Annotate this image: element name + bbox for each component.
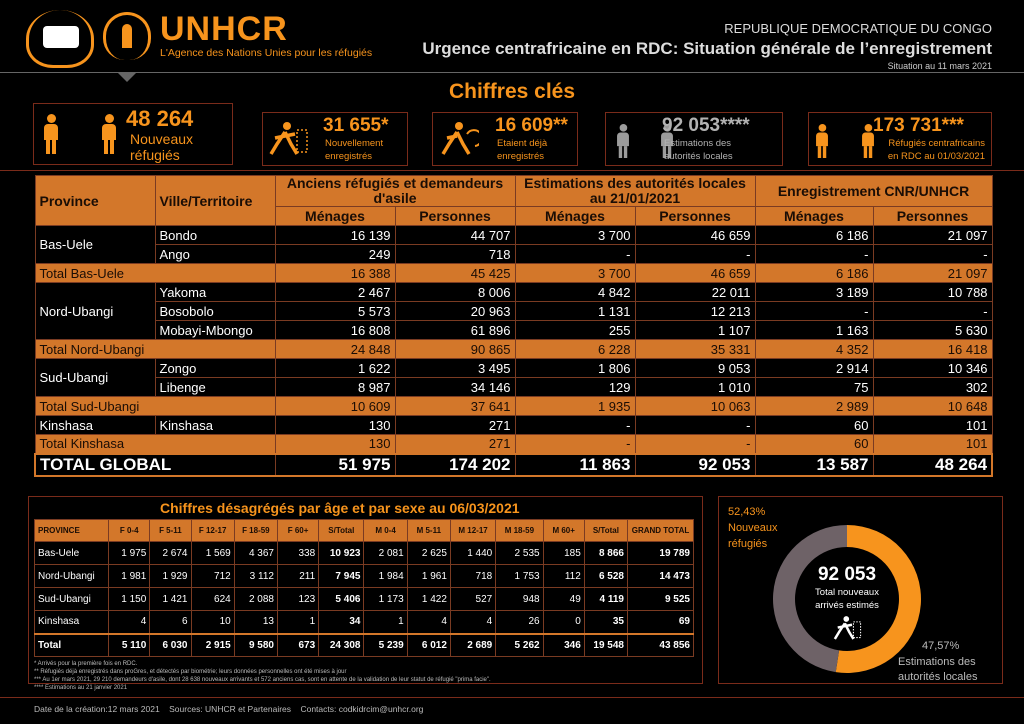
col-header: M 60+ (543, 520, 584, 542)
value-cell: 338 (277, 542, 318, 565)
kpi-car-refugees (808, 112, 992, 166)
total-label: Total (35, 634, 109, 657)
total-row (35, 634, 694, 657)
value-cell: 6 030 (150, 634, 191, 657)
value-cell: 211 (277, 565, 318, 588)
org-tagline: L'Agence des Nations Unies pour les réfugiés (160, 47, 373, 59)
value-cell: 35 331 (635, 340, 755, 359)
table-row (35, 378, 992, 397)
running-person-icon (832, 614, 862, 644)
value-cell: 185 (543, 542, 584, 565)
value-cell: 718 (450, 565, 495, 588)
value-cell: 69 (628, 611, 694, 634)
col-menages: Ménages (755, 207, 873, 226)
value-cell: 112 (543, 565, 584, 588)
kpi-local-estimates (605, 112, 783, 166)
value-cell: 45 425 (395, 264, 515, 283)
value-cell: 1 975 (109, 542, 150, 565)
province-cell: Kinshasa (35, 611, 109, 634)
col-header: M 18-59 (496, 520, 543, 542)
header-divider (0, 72, 1024, 73)
col-menages: Ménages (515, 207, 635, 226)
value-cell: 1 981 (109, 565, 150, 588)
value-cell: 11 863 (515, 454, 635, 476)
col-ville: Ville/Territoire (155, 176, 275, 226)
col-header: PROVINCE (35, 520, 109, 542)
kpi-value: 173 731*** (873, 115, 964, 136)
value-cell: 3 700 (515, 226, 635, 245)
value-cell: 37 641 (395, 397, 515, 416)
value-cell: 22 011 (635, 283, 755, 302)
value-cell: 130 (275, 435, 395, 454)
kpi-label: enregistrés (497, 151, 544, 162)
value-cell: 271 (395, 416, 515, 435)
value-cell: 21 097 (873, 264, 992, 283)
value-cell: 8 987 (275, 378, 395, 397)
value-cell: - (635, 435, 755, 454)
value-cell: 1 107 (635, 321, 755, 340)
col-header: M 12-17 (450, 520, 495, 542)
value-cell: 48 264 (873, 454, 992, 476)
kpi-label: enregistrés (325, 151, 372, 162)
value-cell: 4 119 (584, 588, 627, 611)
value-cell: 10 346 (873, 359, 992, 378)
situation-date: Situation au 11 mars 2021 (887, 61, 992, 71)
value-cell: 43 856 (628, 634, 694, 657)
value-cell: 527 (450, 588, 495, 611)
donut-label-1: réfugiés (728, 538, 768, 550)
value-cell: 21 097 (873, 226, 992, 245)
donut-pct-1: 52,43% (728, 506, 766, 518)
value-cell: 24 848 (275, 340, 395, 359)
value-cell: 34 146 (395, 378, 515, 397)
sub-table-title: Chiffres désagrégés par âge et par sexe au 06/03/2021 (160, 500, 520, 516)
value-cell: - (755, 302, 873, 321)
table-row (35, 321, 992, 340)
value-cell: 101 (873, 435, 992, 454)
col-province: Province (35, 176, 155, 226)
value-cell: 44 707 (395, 226, 515, 245)
donut-label-1: Nouveaux (728, 522, 778, 534)
province-cell: Bas-Uele (35, 226, 155, 264)
col-header: F 60+ (277, 520, 318, 542)
col-group-enregistrement: Enregistrement CNR/UNHCR (755, 176, 992, 207)
footnote: * Arrivés pour la première fois en RDC. (34, 661, 138, 667)
kpi-value: 16 609** (495, 115, 568, 136)
value-cell: 19 548 (584, 634, 627, 657)
value-cell: 12 213 (635, 302, 755, 321)
value-cell: 60 (755, 435, 873, 454)
table-row (35, 359, 992, 378)
page-title: Urgence centrafricaine en RDC: Situation générale de l’enregistrement (422, 39, 992, 58)
donut-label-2: Estimations des (898, 656, 976, 668)
value-cell: 10 609 (275, 397, 395, 416)
province-cell: Kinshasa (35, 416, 155, 435)
kpi-label: Etaient déjà (497, 138, 548, 149)
total-row (35, 397, 992, 416)
ville-cell: Kinshasa (155, 416, 275, 435)
value-cell: 718 (395, 245, 515, 264)
value-cell: 1 961 (407, 565, 450, 588)
value-cell: 10 063 (635, 397, 755, 416)
registration-table (34, 175, 993, 477)
man-icon (100, 114, 118, 154)
org-name: UNHCR (160, 10, 288, 48)
value-cell: 5 573 (275, 302, 395, 321)
province-cell: Nord-Ubangi (35, 283, 155, 340)
col-personnes: Personnes (395, 207, 515, 226)
ville-cell: Mobayi-Mbongo (155, 321, 275, 340)
total-label: Total Bas-Uele (35, 264, 275, 283)
kpi-already-registered (432, 112, 578, 166)
value-cell: 10 788 (873, 283, 992, 302)
value-cell: 624 (191, 588, 234, 611)
value-cell: 46 659 (635, 264, 755, 283)
value-cell: 2 915 (191, 634, 234, 657)
value-cell: 5 110 (109, 634, 150, 657)
table-row (35, 611, 694, 634)
value-cell: 1 984 (364, 565, 407, 588)
value-cell: 673 (277, 634, 318, 657)
value-cell: 5 239 (364, 634, 407, 657)
value-cell: 8 006 (395, 283, 515, 302)
value-cell: 9 053 (635, 359, 755, 378)
col-header: M 5-11 (407, 520, 450, 542)
kpi-label: en RDC au 01/03/2021 (887, 151, 985, 162)
value-cell: 712 (191, 565, 234, 588)
value-cell: - (873, 245, 992, 264)
value-cell: 19 789 (628, 542, 694, 565)
key-figures-title: Chiffres clés (448, 80, 576, 103)
grand-total-label: TOTAL GLOBAL (35, 454, 275, 476)
ville-cell: Libenge (155, 378, 275, 397)
value-cell: 0 (543, 611, 584, 634)
value-cell: 2 625 (407, 542, 450, 565)
footnote: *** Au 1er mars 2021, 29 210 demandeurs d'asile, dont 28 638 nouveaux arrivants et 572 anciens cas, sont en attente de la validation de leur statut de réfugié "prima facie". (34, 677, 491, 683)
value-cell: 10 (191, 611, 234, 634)
ville-cell: Yakoma (155, 283, 275, 302)
value-cell: 75 (755, 378, 873, 397)
col-personnes: Personnes (873, 207, 992, 226)
value-cell: 13 (234, 611, 277, 634)
value-cell: 101 (873, 416, 992, 435)
footnotes (34, 660, 694, 692)
value-cell: 1 806 (515, 359, 635, 378)
value-cell: 2 989 (755, 397, 873, 416)
value-cell: 4 (109, 611, 150, 634)
ville-cell: Zongo (155, 359, 275, 378)
value-cell: 90 865 (395, 340, 515, 359)
value-cell: 61 896 (395, 321, 515, 340)
kpi-value: 48 264 (126, 106, 194, 131)
value-cell: 4 352 (755, 340, 873, 359)
total-row (35, 340, 992, 359)
value-cell: 24 308 (319, 634, 364, 657)
donut-label-2: autorités locales (898, 671, 978, 683)
footnote: ** Réfugiés déjà enregistrés dans proGres, et détectés par biométrie; leurs données personnelles ont été mises à jour (34, 669, 347, 675)
woman-icon (42, 114, 60, 154)
footnote: **** Estimations au 21 janvier 2021 (34, 685, 128, 691)
col-personnes: Personnes (635, 207, 755, 226)
col-header: F 0-4 (109, 520, 150, 542)
total-label: Total Kinshasa (35, 435, 275, 454)
col-header: S/Total (319, 520, 364, 542)
section-divider (0, 170, 1024, 171)
col-header: F 18-59 (234, 520, 277, 542)
value-cell: 6 228 (515, 340, 635, 359)
value-cell: 2 467 (275, 283, 395, 302)
table-row (35, 416, 992, 435)
value-cell: 1 173 (364, 588, 407, 611)
value-cell: 4 842 (515, 283, 635, 302)
value-cell: 9 580 (234, 634, 277, 657)
value-cell: 346 (543, 634, 584, 657)
value-cell: 35 (584, 611, 627, 634)
ville-cell: Bondo (155, 226, 275, 245)
un-map-icon (43, 26, 79, 48)
table-row (35, 245, 992, 264)
value-cell: 1 569 (191, 542, 234, 565)
value-cell: 1 150 (109, 588, 150, 611)
value-cell: 8 866 (584, 542, 627, 565)
grand-total-row (35, 454, 992, 476)
running-person-icon (267, 120, 309, 160)
value-cell: 4 (407, 611, 450, 634)
kpi-new-refugees (33, 103, 233, 165)
value-cell: 7 945 (319, 565, 364, 588)
value-cell: 249 (275, 245, 395, 264)
value-cell: 5 406 (319, 588, 364, 611)
value-cell: 4 367 (234, 542, 277, 565)
value-cell: - (515, 416, 635, 435)
age-sex-table (34, 519, 694, 657)
value-cell: 16 808 (275, 321, 395, 340)
value-cell: 3 700 (515, 264, 635, 283)
table-row (35, 542, 694, 565)
value-cell: 6 012 (407, 634, 450, 657)
donut-center-label: Total nouveaux (815, 587, 879, 598)
value-cell: 16 139 (275, 226, 395, 245)
value-cell: - (515, 435, 635, 454)
col-header: F 5-11 (150, 520, 191, 542)
value-cell: 3 495 (395, 359, 515, 378)
value-cell: 1 935 (515, 397, 635, 416)
col-group-anciens: Anciens réfugiés et demandeurs d'asile (275, 176, 515, 207)
value-cell: 6 528 (584, 565, 627, 588)
province-cell: Bas-Uele (35, 542, 109, 565)
value-cell: 1 622 (275, 359, 395, 378)
value-cell: 20 963 (395, 302, 515, 321)
donut-segment-new-refugees (836, 525, 921, 673)
province-cell: Sud-Ubangi (35, 588, 109, 611)
col-menages: Ménages (275, 207, 395, 226)
ville-cell: Bosobolo (155, 302, 275, 321)
value-cell: 13 587 (755, 454, 873, 476)
unhcr-person-icon (122, 24, 132, 48)
kpi-value: 31 655* (323, 115, 389, 136)
table-row (35, 226, 992, 245)
value-cell: - (635, 245, 755, 264)
col-header: GRAND TOTAL (628, 520, 694, 542)
value-cell: - (755, 245, 873, 264)
value-cell: 10 923 (319, 542, 364, 565)
value-cell: 34 (319, 611, 364, 634)
donut-center-label: arrivés estimés (815, 600, 879, 611)
kpi-label: Nouveaux (130, 131, 194, 147)
value-cell: 9 525 (628, 588, 694, 611)
value-cell: 1 010 (635, 378, 755, 397)
kpi-label: Nouvellement (325, 138, 384, 149)
value-cell: 6 186 (755, 264, 873, 283)
col-header: S/Total (584, 520, 627, 542)
donut-center-value: 92 053 (817, 564, 877, 585)
value-cell: 10 648 (873, 397, 992, 416)
value-cell: 4 (450, 611, 495, 634)
value-cell: 2 674 (150, 542, 191, 565)
value-cell: 6 186 (755, 226, 873, 245)
value-cell: 16 388 (275, 264, 395, 283)
total-row (35, 264, 992, 283)
col-header: M 0-4 (364, 520, 407, 542)
col-header: F 12-17 (191, 520, 234, 542)
value-cell: 1 753 (496, 565, 543, 588)
woman-icon (615, 124, 630, 158)
value-cell: 1 131 (515, 302, 635, 321)
total-row (35, 435, 992, 454)
value-cell: 6 (150, 611, 191, 634)
value-cell: 14 473 (628, 565, 694, 588)
table-row (35, 283, 992, 302)
footer-text: Date de la création:12 mars 2021 Sources: UNHCR et Partenaires Contacts: codkidrcim@unhcr.org (34, 704, 424, 714)
value-cell: 1 421 (150, 588, 191, 611)
value-cell: 123 (277, 588, 318, 611)
value-cell: 255 (515, 321, 635, 340)
table-row (35, 588, 694, 611)
kpi-label: Réfugiés centrafricains (888, 138, 985, 149)
value-cell: 1 (364, 611, 407, 634)
value-cell: 49 (543, 588, 584, 611)
value-cell: 1 440 (450, 542, 495, 565)
kpi-label: autorités locales (664, 151, 733, 162)
value-cell: 3 189 (755, 283, 873, 302)
value-cell: 174 202 (395, 454, 515, 476)
table-row (35, 565, 694, 588)
value-cell: 2 535 (496, 542, 543, 565)
value-cell: 2 689 (450, 634, 495, 657)
value-cell: 5 262 (496, 634, 543, 657)
value-cell: 948 (496, 588, 543, 611)
table-row (35, 302, 992, 321)
value-cell: 2 088 (234, 588, 277, 611)
value-cell: 51 975 (275, 454, 395, 476)
kpi-value: 92 053**** (662, 115, 750, 136)
kpi-label: Estimations des (664, 138, 732, 149)
value-cell: 271 (395, 435, 515, 454)
kpi-newly-registered (262, 112, 408, 166)
returning-person-icon (437, 120, 479, 160)
value-cell: 3 112 (234, 565, 277, 588)
value-cell: 1 422 (407, 588, 450, 611)
value-cell: 2 914 (755, 359, 873, 378)
country: REPUBLIQUE DEMOCRATIQUE DU CONGO (724, 21, 992, 36)
col-group-estimations: Estimations des autorités locales au 21/01/2021 (515, 176, 755, 207)
total-label: Total Nord-Ubangi (35, 340, 275, 359)
donut-chart (772, 524, 922, 674)
donut-pct-2: 47,57% (922, 640, 960, 652)
kpi-label: réfugiés (130, 147, 180, 163)
value-cell: 92 053 (635, 454, 755, 476)
value-cell: - (515, 245, 635, 264)
value-cell: - (873, 302, 992, 321)
value-cell: 302 (873, 378, 992, 397)
value-cell: 1 (277, 611, 318, 634)
value-cell: 2 081 (364, 542, 407, 565)
total-label: Total Sud-Ubangi (35, 397, 275, 416)
province-cell: Sud-Ubangi (35, 359, 155, 397)
value-cell: 60 (755, 416, 873, 435)
value-cell: - (635, 416, 755, 435)
donut-segment-local-estimates (773, 525, 847, 672)
value-cell: 130 (275, 416, 395, 435)
sub-header-row (35, 520, 694, 542)
value-cell: 26 (496, 611, 543, 634)
value-cell: 16 418 (873, 340, 992, 359)
woman-icon (814, 124, 829, 158)
value-cell: 5 630 (873, 321, 992, 340)
province-cell: Nord-Ubangi (35, 565, 109, 588)
value-cell: 46 659 (635, 226, 755, 245)
ville-cell: Ango (155, 245, 275, 264)
value-cell: 129 (515, 378, 635, 397)
value-cell: 1 929 (150, 565, 191, 588)
value-cell: 1 163 (755, 321, 873, 340)
footer-divider (0, 697, 1024, 698)
